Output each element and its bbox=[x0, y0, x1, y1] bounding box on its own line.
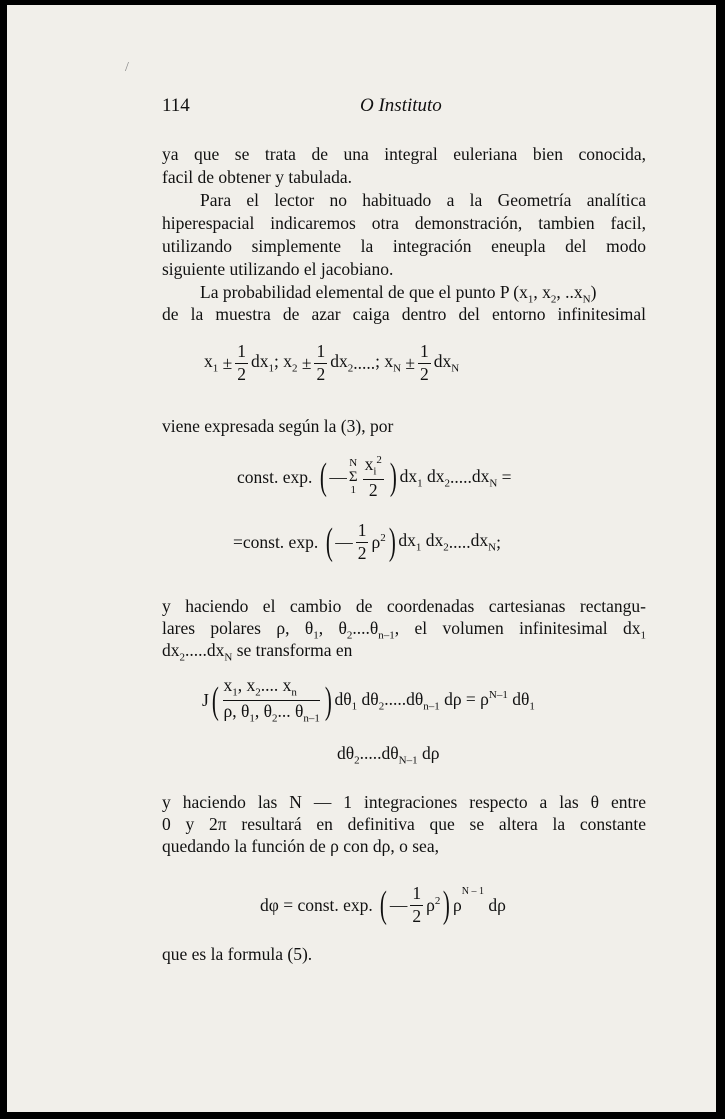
jacobian-matrix: $x_1$, $x_2$.... $x_n$ ρ, $\theta_1$, $\theta_2$... $\theta_{n-1}$ bbox=[223, 675, 320, 725]
fraction: $\frac{1}{2}$ bbox=[237, 341, 246, 384]
text-line: 0 y 2π resultará en definitiva que se altera la constante bbox=[162, 814, 646, 834]
pencil-mark: / bbox=[125, 60, 129, 75]
text-line: Para el lector no habituado a la Geometría analítica bbox=[200, 190, 646, 210]
equation-final: dφ = const. exp. ( — $\frac{1}{2}$ $\rho^2$ ) ρ $^{N - 1}$ dρ bbox=[260, 883, 506, 926]
sum-symbol: N Σ 1 bbox=[348, 456, 358, 497]
running-title: O Instituto bbox=[360, 95, 442, 116]
text-line: hiperespacial indicaremos otra demonstración, tambien facil, bbox=[162, 213, 646, 233]
text-segment: La probabilidad elemental de que el punto P bbox=[200, 282, 509, 302]
fraction: $\frac{1}{2}$ bbox=[420, 341, 429, 384]
fraction: $\frac{1}{2}$ bbox=[357, 520, 367, 563]
equation-jacobian-cont: $d\theta_2.....d\theta_{N-1}$ dρ bbox=[337, 743, 440, 767]
text-line: quedando la función de ρ con dρ, o sea, bbox=[162, 836, 439, 856]
equation-jacobian: J ( $x_1$, $x_2$.... $x_n$ ρ, $\theta_1$, $\theta_2$... $\theta_{n-1}$ ) $d\theta_1$ $d\theta_2.....d\theta_{n-1}$ $d\rho = \rho^{N-1}$ $d\theta_1$ bbox=[202, 675, 535, 725]
text-line: $dx_2.....dx_N$ se transforma en bbox=[162, 640, 353, 664]
fraction: $\frac{1}{2}$ bbox=[412, 883, 422, 926]
text-line: que es la formula (5). bbox=[162, 944, 313, 964]
text-line: lares polares ρ, $\theta_1$, $\theta_2....\theta_{n-1}$, el volumen infinitesimal $dx_1$ bbox=[162, 618, 646, 642]
text-line: de la muestra de azar caiga dentro del entorno infinitesimal bbox=[162, 304, 646, 324]
equation-const-exp: const. exp. ( — N Σ 1 $\frac{x_i^2}{2}$ ) $dx_1$ $dx_2$ ..... $dx_N$ = bbox=[237, 453, 512, 501]
text-line: utilizando simplemente la integración eneupla del modo bbox=[162, 236, 646, 256]
equation-const-exp-rho: =const. exp. ( — $\frac{1}{2}$ $\rho^2$ ) $dx_1$ $dx_2$ ..... $dx_N$ ; bbox=[233, 520, 501, 563]
text-line: y haciendo las N — 1 integraciones respecto a las θ entre bbox=[162, 792, 646, 812]
page-number: 114 bbox=[162, 95, 190, 116]
fraction: $\frac{x_i^2}{2}$ bbox=[364, 453, 382, 501]
text-line: La probabilidad elemental de que el punto P ($x_1$, $x_2$, $..x_N$) bbox=[200, 282, 597, 306]
equation-neighborhood: $x_1$ ± $\frac{1}{2}$ $dx_1$; $x_2$ ± $\frac{1}{2}$ $dx_2$ ..... ; $x_N$ ± $\frac{1}{2}$ $dx_N$ bbox=[204, 341, 460, 384]
text-line: viene expresada según la (3), por bbox=[162, 416, 394, 436]
text-line: y haciendo el cambio de coordenadas cartesianas rectangu- bbox=[162, 596, 646, 616]
fraction: $\frac{1}{2}$ bbox=[316, 341, 326, 384]
book-page bbox=[7, 5, 716, 1112]
text-line: facil de obtener y tabulada. bbox=[162, 167, 352, 187]
text-line: ya que se trata de una integral euleriana bien conocida, bbox=[162, 144, 646, 164]
text-line: siguiente utilizando el jacobiano. bbox=[162, 259, 394, 279]
